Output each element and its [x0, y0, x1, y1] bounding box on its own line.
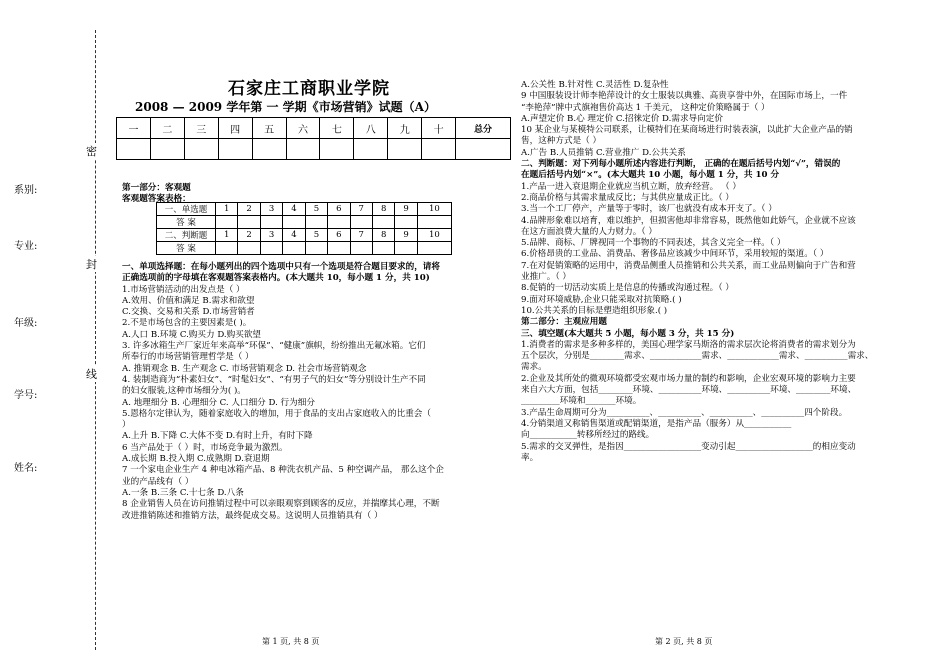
score-cell[interactable] — [456, 139, 511, 160]
score-cell[interactable] — [117, 139, 151, 160]
question-line: 6 当产品处于（ ）时，市场竞争最为激烈。 — [122, 442, 288, 453]
score-cell[interactable] — [252, 139, 286, 160]
tf-answer-cell[interactable] — [283, 242, 305, 255]
answer-sheet-title: 客观题答案表格： — [122, 194, 191, 204]
question-line: 改进推销陈述和推销方法，最终促成交易。这说明人员推销具有（ ） — [122, 510, 383, 521]
question-line: _________环境和_______环境。 — [521, 396, 642, 407]
question-line: ） — [122, 420, 131, 431]
question-line: 4.品牌形象难以培育，难以维护，但损害他却非常容易，既然他如此娇气，企业就不应该 — [521, 215, 856, 226]
mc-number: 1 — [216, 203, 238, 216]
tf-number-row — [157, 229, 452, 242]
question-line: 7.在对促销策略的运用中，消费品侧重人员推销和公共关系，而工业品则偏向于广告和营 — [521, 260, 856, 271]
question-line: 1.市场营销活动的出发点是（ ） — [122, 284, 245, 295]
question-line: 5.品牌、商标、厂牌视同一个事物的不同表述，其含义完全一样。（ ） — [521, 238, 786, 249]
question-line: A.上升 B.下降 C.大体不变 D.有时上升，有时下降 — [122, 431, 313, 442]
question-line: 3.产品生命周期可分为__________、__________、__________、__________四个阶段。 — [521, 407, 848, 418]
name-label: 姓名: — [14, 463, 38, 474]
score-col-9: 九 — [388, 118, 422, 139]
question-line: 8.促销的一切活动实质上是信息的传播或沟通过程。（ ） — [521, 283, 734, 294]
mc-number: 6 — [328, 203, 350, 216]
question-line: 需求。 — [521, 362, 547, 373]
question-line: 6.价格昂贵的工业品、消费品、奢侈品应该减少中间环节，采用较短的渠道。（ ） — [521, 249, 829, 260]
mc-number: 10 — [417, 203, 451, 216]
question-line: A.效用、价值和满足 B.需求和欲望 — [122, 295, 255, 306]
question-line: A. 地理细分 B. 心理细分 C. 人口细分 D. 行为细分 — [122, 397, 315, 408]
tf-number: 10 — [417, 229, 451, 242]
question-line: A.声望定价 B.心 理定价 C.招徕定价 D.需求导向定价 — [521, 113, 723, 124]
question-line: C.交换、交易和关系 D.市场营销者 — [122, 307, 255, 318]
mc-number: 3 — [260, 203, 282, 216]
tf-number: 3 — [260, 229, 282, 242]
mc-answer-cell[interactable] — [283, 216, 305, 229]
score-cell[interactable] — [354, 139, 388, 160]
mc-answer-label: 答 案 — [157, 216, 216, 229]
score-cell[interactable] — [184, 139, 218, 160]
score-col-total: 总分 — [456, 118, 511, 139]
tf-number: 7 — [350, 229, 372, 242]
score-col-4: 四 — [218, 118, 252, 139]
tf-answer-cell[interactable] — [417, 242, 451, 255]
score-table — [116, 117, 511, 160]
mc-answer-cell[interactable] — [350, 216, 372, 229]
page-footer-left: 第 1 页, 共 8 页 — [262, 637, 320, 646]
question-line: 所奉行的市场营销管理哲学是（ ） — [122, 352, 254, 363]
question-line: 5.需求的交叉弹性，是指因__________________变动引起__________________的相应变动 — [521, 441, 856, 452]
seal-char-xian: 线 — [86, 368, 97, 381]
question-line: 4.分销渠道又称销售渠道或配销渠道，是指产品（服务）从___________ — [521, 418, 792, 429]
question-line: A. 推销观念 B. 生产观念 C. 市场营销观念 D. 社会市场营销观念 — [122, 363, 367, 374]
mc-number-row — [157, 203, 452, 216]
mc-row-label: 一、单选题 — [157, 203, 216, 216]
question-line: A.人口 B.环境 C.购买力 D.购买欲望 — [122, 329, 262, 340]
tf-answer-row — [157, 242, 452, 255]
tf-answer-label: 答 案 — [157, 242, 216, 255]
question-line: 在这方面浪费大量的人力财力。（ ） — [521, 226, 657, 237]
mc-number: 5 — [305, 203, 327, 216]
question-line: 1.消费者的需求是多种多样的，美国心理学家马斯洛的需求层次论将消费者的需求划分为 — [521, 339, 856, 350]
question-line: 二、判断题：对下列每小题所述内容进行判断， 正确的在题后括号内划“√”，错误的 — [521, 159, 841, 170]
mc-number: 8 — [372, 203, 394, 216]
question-line: 5.恩格尔定律认为，随着家庭收入的增加，用于食品的支出占家庭收入的比重会（ — [122, 408, 431, 419]
question-line: A.广告 B.人员推销 C.营业推广 D.公共关系 — [521, 147, 686, 158]
tf-answer-cell[interactable] — [260, 242, 282, 255]
question-line: 9 中国服装设计师李艳萍设计的女士服装以典雅、高贵享誉中外，在国际市场上，一件 — [521, 91, 848, 102]
mc-number: 9 — [395, 203, 417, 216]
mc-answer-cell[interactable] — [328, 216, 350, 229]
question-line: 2.企业及其所处的微观环境都受宏观市场力量的制约和影响，企业宏观环境的影响力主要 — [521, 373, 856, 384]
right-column-questions — [521, 80, 931, 464]
mc-answer-cell[interactable] — [216, 216, 238, 229]
question-line: A.成长期 B.投入期 C.成熟期 D.衰退期 — [122, 454, 270, 465]
question-line: 售，这种方式是（ ） — [521, 136, 602, 147]
grade-label: 年级: — [14, 318, 38, 329]
question-line: 正确选项前的字母填在客观题答案表格内。(本大题共 10，每小题 1 分，共 10) — [122, 273, 430, 284]
score-header-row — [117, 118, 511, 139]
tf-answer-cell[interactable] — [372, 242, 394, 255]
question-line: 9.面对环境威胁,企业只能采取对抗策略.( ) — [521, 294, 682, 305]
question-line: 在题后括号内划“×”。(本大题共 10 小题，每小题 1 分，共 10 分 — [521, 170, 780, 181]
page-footer-right: 第 2 页, 共 8 页 — [655, 637, 713, 646]
score-col-7: 七 — [320, 118, 354, 139]
question-line: A.公关性 B.针对性 C.灵活性 D.复杂性 — [521, 80, 669, 90]
seal-char-feng: 封 — [86, 258, 97, 271]
tf-number: 2 — [238, 229, 260, 242]
score-col-2: 二 — [150, 118, 184, 139]
tf-answer-cell[interactable] — [328, 242, 350, 255]
question-line: 3. 许多冰箱生产厂家近年来高举“环保”、“健康”旗帜，纷纷推出无氟冰箱。它们 — [122, 341, 426, 352]
score-col-3: 三 — [184, 118, 218, 139]
tf-number: 6 — [328, 229, 350, 242]
left-column-questions — [122, 262, 487, 522]
mc-answer-cell[interactable] — [372, 216, 394, 229]
mc-answer-cell[interactable] — [238, 216, 260, 229]
question-line: 业的产品线有（ ） — [122, 476, 194, 487]
tf-answer-cell[interactable] — [216, 242, 238, 255]
question-line: 7 一个家电企业生产 4 种电冰箱产品、8 种洗衣机产品、5 种空调产品， 那么这个企 — [122, 465, 444, 476]
tf-number: 1 — [216, 229, 238, 242]
score-cell[interactable] — [422, 139, 456, 160]
mc-number: 2 — [238, 203, 260, 216]
question-line: 10.公共关系的目标是塑造组织形象.( ) — [521, 305, 668, 316]
mc-answer-cell[interactable] — [417, 216, 451, 229]
mc-answer-cell[interactable] — [395, 216, 417, 229]
question-line: 2.不是市场包含的主要因素是( )。 — [122, 318, 252, 329]
seal-char-mi: 密 — [86, 145, 97, 158]
score-cell[interactable] — [150, 139, 184, 160]
tf-number: 5 — [305, 229, 327, 242]
score-col-8: 八 — [354, 118, 388, 139]
tf-answer-cell[interactable] — [305, 242, 327, 255]
question-line: 2.商品价格与其需求量成反比；与其供应量成正比。（ ） — [521, 192, 734, 203]
question-line: 一、单项选择题：在每小题列出的四个选项中只有一个选项是符合题目要求的，请将 — [122, 262, 440, 272]
tf-answer-cell[interactable] — [395, 242, 417, 255]
question-line: A.一条 B.三条 C.十七条 D.八条 — [122, 487, 244, 498]
tf-answer-cell[interactable] — [238, 242, 260, 255]
question-line: 3.当一个工厂停产，产量等于零时，该厂也就没有成本开支了。（ ） — [521, 204, 777, 215]
binding-line — [95, 30, 96, 650]
question-line: 来自六大方面，包括________环境、__________环境、__________环境、________环境、 — [521, 385, 857, 396]
question-line: 三、填空题(本大题共 5 小题，每小题 3 分，共 15 分) — [521, 328, 735, 339]
question-line: 业推广。（ ） — [521, 272, 571, 283]
question-line: 五个层次，分别是________需求、____________需求、____________需求、__________需求、 — [521, 351, 874, 362]
exam-title: 2008 — 2009 学年第 一 学期《市场营销》试题（A） — [135, 100, 436, 114]
school-title: 石家庄工商职业学院 — [228, 79, 390, 99]
score-cell[interactable] — [286, 139, 320, 160]
score-cell[interactable] — [320, 139, 354, 160]
score-cell[interactable] — [218, 139, 252, 160]
question-line: 4. 装制造商为“朴素妇女”、“时髦妇女”、“有男子气的妇女”等分别设计生产不同 — [122, 374, 426, 385]
dept-label: 系别: — [14, 185, 38, 196]
tf-row-label: 二、判断题 — [157, 229, 216, 242]
question-line: 8 企业销售人员在访问推销过程中可以亲眼观察到顾客的反应，并揣摩其心理，不断 — [122, 499, 440, 510]
question-line: 1.产品一进入衰退期企业就应当机立断，放弃经营。 （ ） — [521, 181, 741, 192]
mc-answer-cell[interactable] — [260, 216, 282, 229]
tf-number: 9 — [395, 229, 417, 242]
score-col-5: 五 — [252, 118, 286, 139]
objective-answer-table — [156, 202, 452, 255]
part1-heading: 第一部分：客观题 — [122, 183, 191, 193]
major-label: 专业: — [14, 241, 38, 252]
tf-number: 8 — [372, 229, 394, 242]
mc-number: 4 — [283, 203, 305, 216]
mc-number: 7 — [350, 203, 372, 216]
question-line: 10 某企业与某模特公司联系，让模特们在某商场进行时装表演，以此扩大企业产品的销 — [521, 125, 853, 136]
question-line: “李艳萍”牌中式旗袍售价高达 1 千美元， 这种定价策略属于（ ） — [521, 102, 770, 113]
score-col-10: 十 — [422, 118, 456, 139]
tf-answer-cell[interactable] — [350, 242, 372, 255]
question-line: 率。 — [521, 452, 539, 463]
question-line: 向___________转移所经过的路线。 — [521, 430, 655, 441]
score-col-1: 一 — [117, 118, 151, 139]
tf-number: 4 — [283, 229, 305, 242]
question-line: 的妇女服装,这种市场细分为( )。 — [122, 386, 246, 397]
question-line: 第二部分：主观应用题 — [521, 317, 607, 328]
student-id-label: 学号: — [14, 390, 38, 401]
mc-answer-row — [157, 216, 452, 229]
mc-answer-cell[interactable] — [305, 216, 327, 229]
score-cell[interactable] — [388, 139, 422, 160]
score-col-6: 六 — [286, 118, 320, 139]
score-value-row — [117, 139, 511, 160]
